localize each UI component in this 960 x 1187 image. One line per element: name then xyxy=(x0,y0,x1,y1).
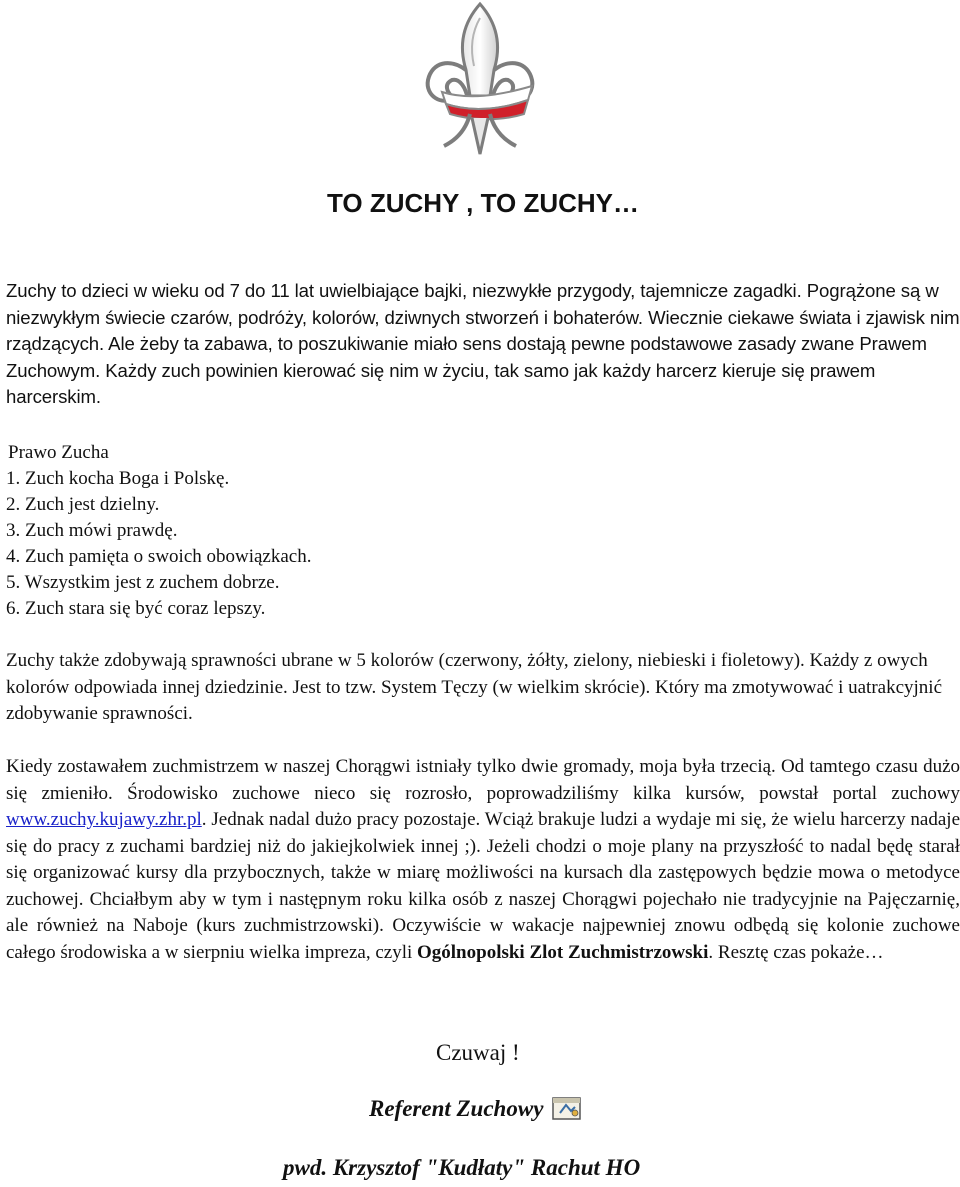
event-name: Ogólnopolski Zlot Zuchmistrzowski xyxy=(417,941,709,963)
author-name: pwd. Krzysztof "Kudłaty" Rachut HO xyxy=(283,1155,641,1180)
portal-link[interactable]: www.zuchy.kujawy.zhr.pl xyxy=(6,809,202,830)
colors-paragraph: Zuchy także zdobywają sprawności ubrane w 5 kolorów (czerwony, żółty, zielony, niebieski i fioletowy). Każdy z owych kolorów odpowiada innej dziedzinie. Jest to tzw. System Tęczy (w wielkim skrócie). Który ma zmotywować i uatrakcyjnić zdobywanie sprawności. xyxy=(6,650,943,724)
zuch-law-heading: Prawo Zucha xyxy=(8,442,109,463)
signature xyxy=(369,1096,583,1122)
signature-title: Referent Zuchowy xyxy=(369,1096,544,1121)
history-text: Kiedy zostawałem zuchmistrzem w naszej Chorągwi istniały tylko dwie gromady, moja była trzecią. Od tamtego czasu dużo się zmieniło. Środowisko zuchowe nieco się rozrosło, poprowadziliśmy kilka kursów, powstał portal zuchowy xyxy=(6,756,960,804)
history-text: . Jednak nadal dużo pracy pozostaje. Wciąż brakuje ludzi a wydaje mi się, że wielu harcerzy nadaje się do pracy z zuchami bardziej niż do jakiejkolwiek innej ;). Jeżeli chodzi o moje plany na przyszłość to nadal będę starał się organizować kursy dla przybocznych, także w miarę możliwości na kursach dla zastępowych będzie mowa o metodyce zuchowej. Chciałbym aby w tym i następnym roku kilka osób z naszej Chorągwi pojechało nie tradycyjnie na Pajęczarnię, ale również na Naboje (kurs zuchmistrzowski). Oczywiście w wakacje najpewniej znowu odbędą się kolonie zuchowe całego środowiska a w sierpniu wielka impreza, czyli xyxy=(6,809,960,963)
zuch-law-list xyxy=(6,466,311,622)
zuch-law-section xyxy=(6,440,311,622)
zuch-law-item: 1. Zuch kocha Boga i Polskę. xyxy=(6,468,230,489)
intro-paragraph: Zuchy to dzieci w wieku od 7 do 11 lat uwielbiające bajki, niezwykłe przygody, tajemnicze zagadki. Pogrążone są w niezwykłym świecie czarów, podróży, kolorów, dziwnych stworzeń i bohaterów. Wiecznie ciekawe świata i zjawisk nim rządzących. Ale żeby ta zabawa, to poszukiwanie miało sens dostają pewne podstawowe zasady zwane Prawem Zuchowym. Każdy zuch powinien kierować się nim w życiu, tak samo jak każdy harcerz kieruje się prawem harcerskim. xyxy=(6,280,960,407)
zuch-law-item: 6. Zuch stara się być coraz lepszy. xyxy=(6,598,266,619)
zuch-law-item: 3. Zuch mówi prawdę. xyxy=(6,520,178,541)
history-text: . Resztę czas pokaże… xyxy=(708,941,884,963)
zuch-law-item: 5. Wszystkim jest z zuchem dobrze. xyxy=(6,572,280,593)
page-title: TO ZUCHY , TO ZUCHY… xyxy=(326,188,640,218)
history-paragraph xyxy=(6,754,960,966)
closing-greeting: Czuwaj ! xyxy=(436,1040,520,1065)
zuch-law-item: 4. Zuch pamięta o swoich obowiązkach. xyxy=(6,546,312,567)
document-icon xyxy=(551,1096,583,1122)
zuch-law-item: 2. Zuch jest dzielny. xyxy=(6,494,160,515)
fleur-de-lis-emblem xyxy=(420,0,540,158)
